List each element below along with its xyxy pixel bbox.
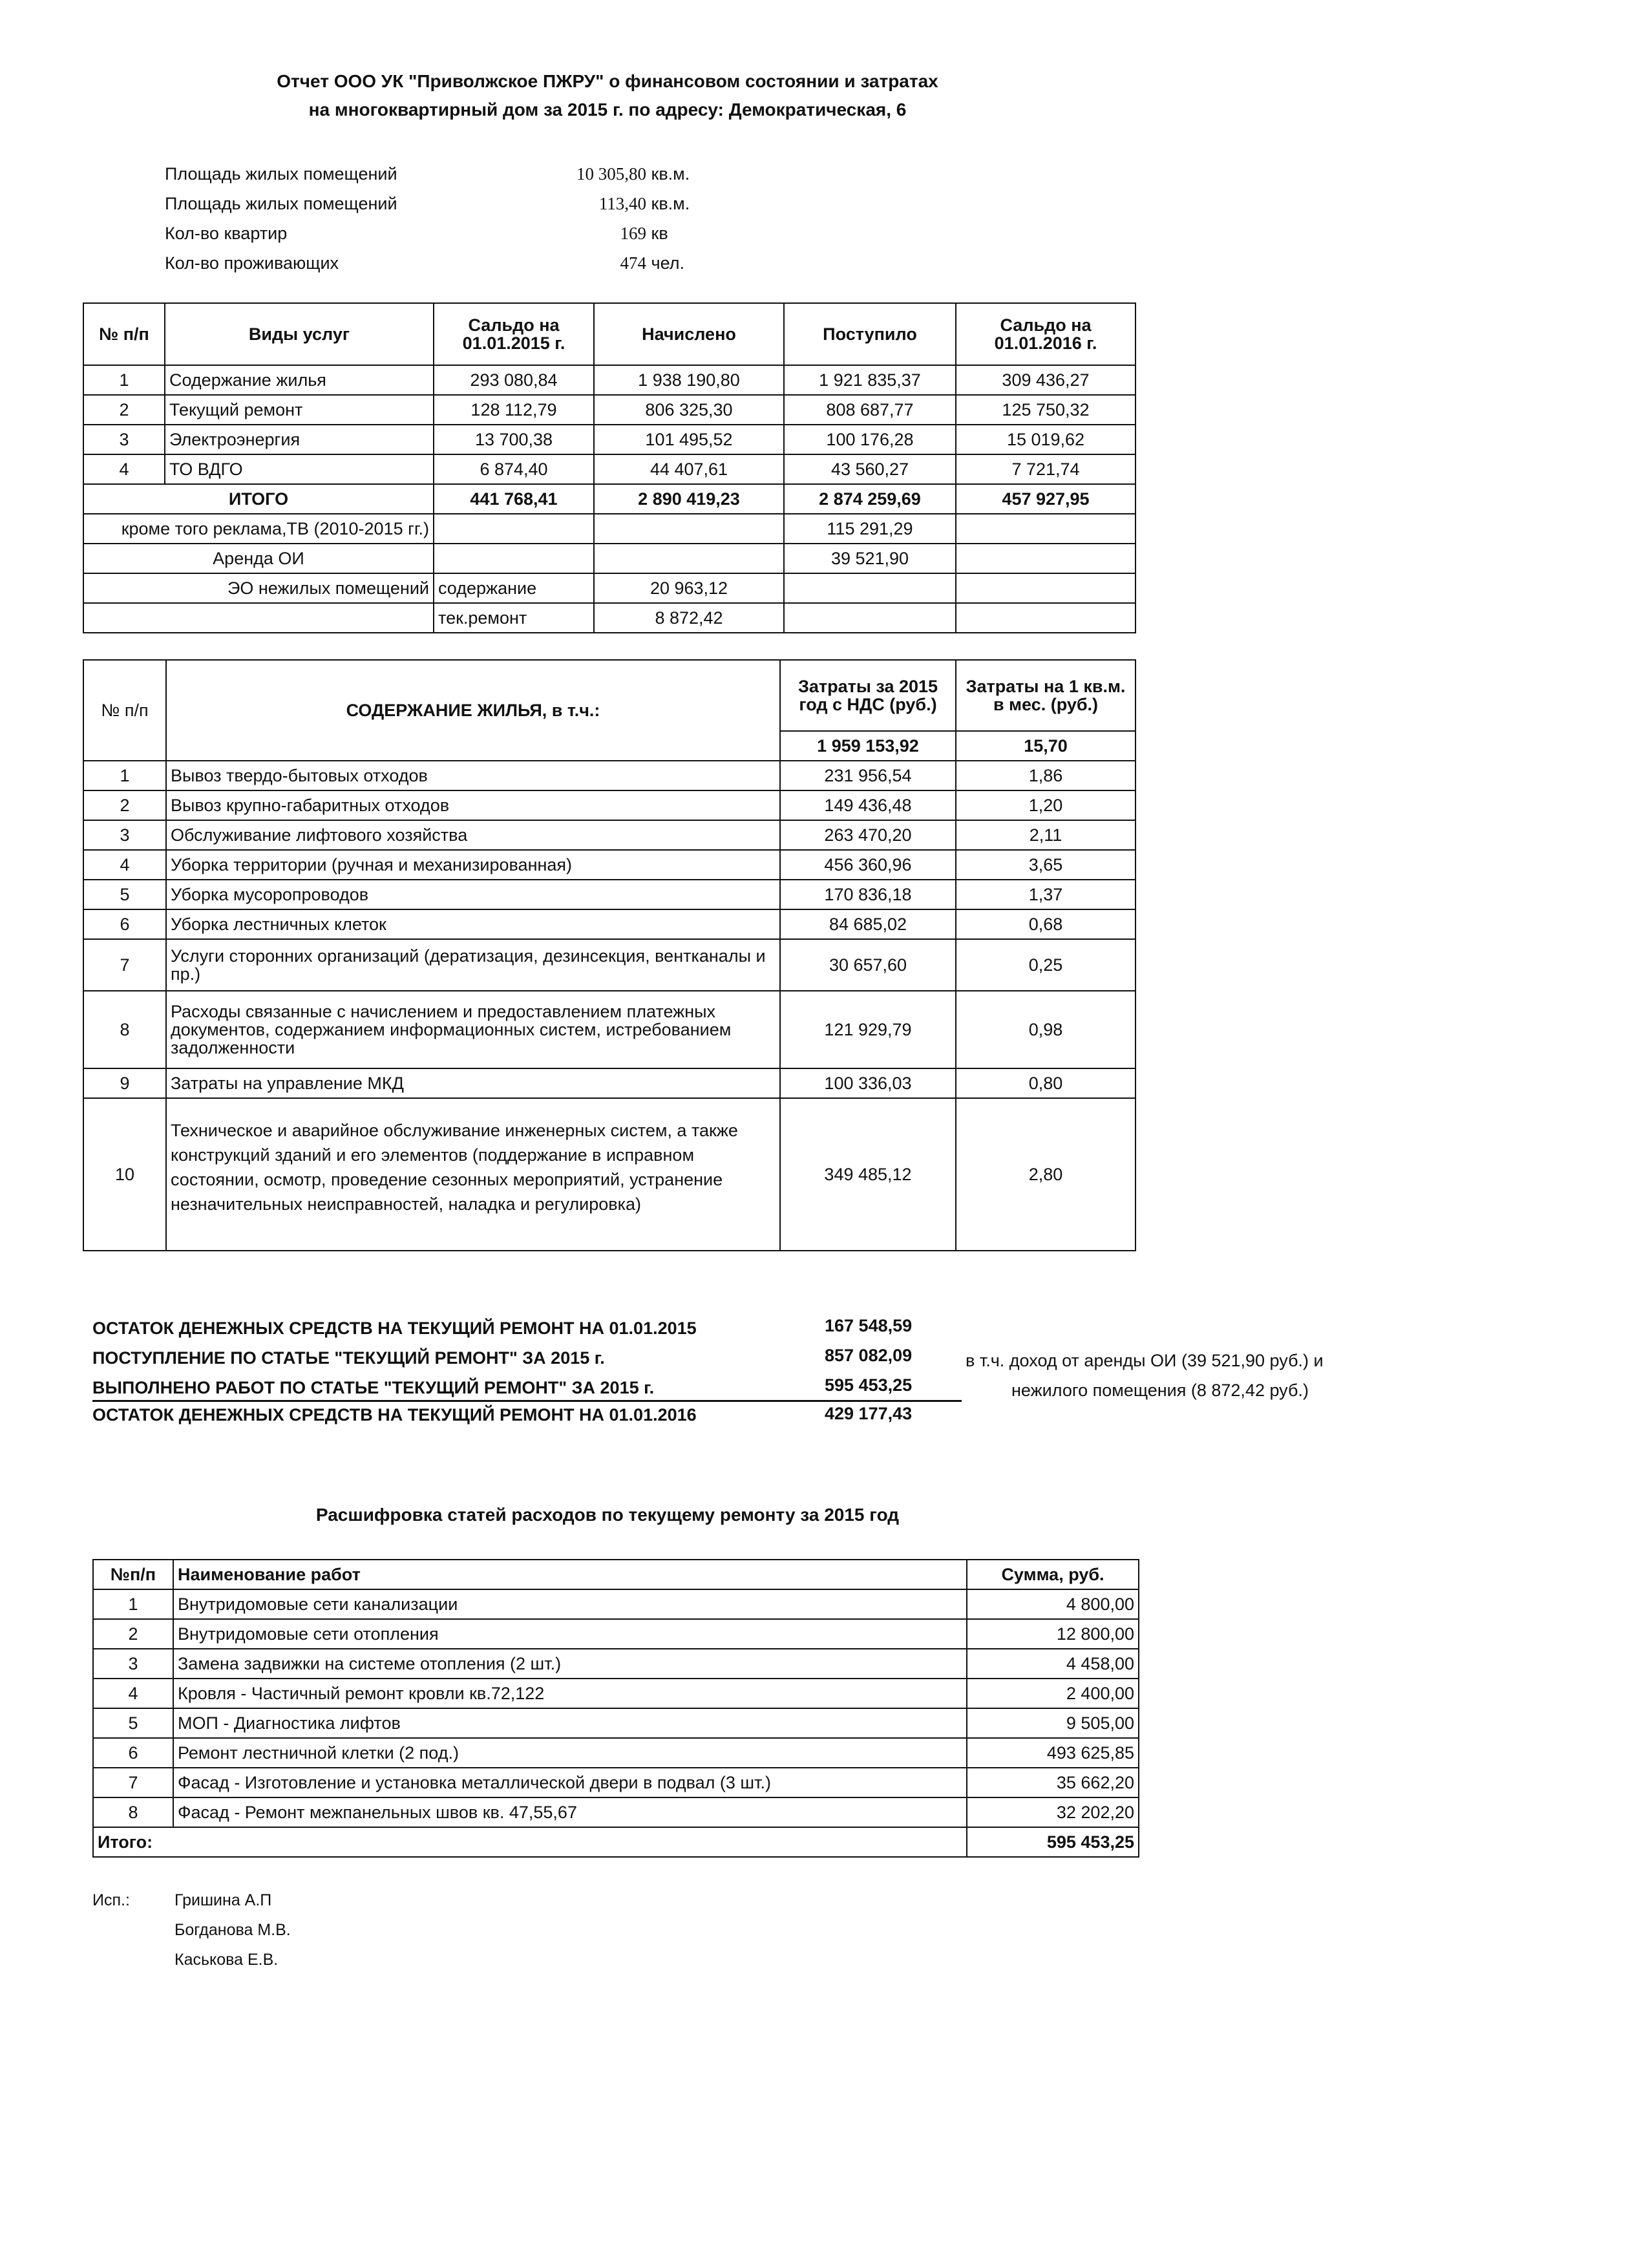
- row-name: Фасад - Изготовление и установка металлической двери в подвал (3 шт.): [173, 1768, 967, 1797]
- row-per-m2: 0,68: [956, 909, 1136, 939]
- empty-cell: [434, 544, 594, 573]
- row-num: 8: [93, 1797, 173, 1827]
- row-num: 6: [83, 909, 166, 939]
- col-header-num: № п/п: [83, 660, 166, 761]
- extra-label: кроме того реклама,ТВ (2010-2015 гг.): [83, 514, 434, 544]
- extra-label: ЭО нежилых помещений: [83, 573, 434, 603]
- row-cost: 121 929,79: [780, 991, 956, 1068]
- row-per-m2: 2,80: [956, 1098, 1136, 1251]
- extra-row-nonresidential-maintenance: [83, 573, 1136, 603]
- row-cost: 231 956,54: [780, 761, 956, 790]
- row-sum: 4 800,00: [967, 1589, 1139, 1619]
- row-service: ТО ВДГО: [165, 454, 434, 484]
- col-header-num: №п/п: [93, 1560, 173, 1589]
- row-saldo-end: 309 436,27: [956, 365, 1136, 395]
- row-saldo-start: 6 874,40: [434, 454, 594, 484]
- empty-cell: [594, 544, 784, 573]
- extra-received: 39 521,90: [784, 544, 956, 573]
- row-cost: 456 360,96: [780, 850, 956, 880]
- row-saldo-start: 128 112,79: [434, 395, 594, 425]
- row-sum: 32 202,20: [967, 1797, 1139, 1827]
- extra-sub-label: содержание: [434, 573, 594, 603]
- info-value: 10 305,80: [576, 164, 646, 184]
- table-row: [83, 1068, 1136, 1098]
- extra-charged: 20 963,12: [594, 573, 784, 603]
- table-row: [83, 880, 1136, 909]
- total-cost: 1 959 153,92: [780, 731, 956, 761]
- info-label: Кол-во проживающих: [165, 253, 339, 273]
- total-row: [93, 1827, 1139, 1857]
- summary-value: 429 177,43: [825, 1404, 913, 1423]
- table-row: [83, 425, 1136, 454]
- col-header-name: Наименование работ: [173, 1560, 967, 1589]
- row-sum: 35 662,20: [967, 1768, 1139, 1797]
- empty-cell: [784, 573, 956, 603]
- summary-label: ОСТАТОК ДЕНЕЖНЫХ СРЕДСТВ НА ТЕКУЩИЙ РЕМОНТ НА 01.01.2016: [92, 1405, 697, 1425]
- col-header-cost: Затраты за 2015 год с НДС (руб.): [780, 660, 956, 731]
- col-header-sum: Сумма, руб.: [967, 1560, 1139, 1589]
- row-saldo-end: 7 721,74: [956, 454, 1136, 484]
- col-header-per-m2: Затраты на 1 кв.м. в мес. (руб.): [956, 660, 1136, 731]
- row-num: 3: [83, 425, 165, 454]
- row-name: Уборка мусоропроводов: [166, 880, 780, 909]
- row-service: Текущий ремонт: [165, 395, 434, 425]
- row-cost: 100 336,03: [780, 1068, 956, 1098]
- info-label: Кол-во квартир: [165, 224, 288, 243]
- empty-cell: [956, 573, 1136, 603]
- total-label: Итого:: [93, 1827, 967, 1857]
- report-title-line1: Отчет ООО УК "Приволжское ПЖРУ" о финансовом состоянии и затратах: [277, 71, 938, 91]
- row-num: 5: [83, 880, 166, 909]
- row-sum: 2 400,00: [967, 1679, 1139, 1708]
- row-name: Фасад - Ремонт межпанельных швов кв. 47,55,67: [173, 1797, 967, 1827]
- table-row: [83, 820, 1136, 850]
- row-per-m2: 1,37: [956, 880, 1136, 909]
- row-name: Уборка лестничных клеток: [166, 909, 780, 939]
- row-cost: 149 436,48: [780, 790, 956, 820]
- table-row: [93, 1797, 1139, 1827]
- row-cost: 170 836,18: [780, 880, 956, 909]
- report-title-line2: на многоквартирный дом за 2015 г. по адресу: Демократическая, 6: [308, 100, 907, 120]
- repair-breakdown-table: [92, 1559, 1139, 1858]
- row-num: 6: [93, 1738, 173, 1768]
- table-row: [83, 991, 1136, 1068]
- info-label: Площадь жилых помещений: [165, 194, 397, 213]
- repair-breakdown-title: Расшифровка статей расходов по текущему ремонту за 2015 год: [315, 1505, 900, 1525]
- row-name: Внутридомовые сети канализации: [173, 1589, 967, 1619]
- row-sum: 12 800,00: [967, 1619, 1139, 1649]
- info-unit: чел.: [651, 253, 684, 273]
- empty-cell: [434, 514, 594, 544]
- table-row: [93, 1589, 1139, 1619]
- empty-cell: [956, 603, 1136, 633]
- info-unit: кв.м.: [651, 194, 690, 213]
- row-received: 100 176,28: [784, 425, 956, 454]
- signatures-label: Исп.:: [92, 1891, 130, 1909]
- signature-name: Каськова Е.В.: [174, 1951, 279, 1969]
- info-label: Площадь жилых помещений: [165, 164, 397, 184]
- row-name: Обслуживание лифтового хозяйства: [166, 820, 780, 850]
- empty-cell: [956, 514, 1136, 544]
- extra-received: 115 291,29: [784, 514, 956, 544]
- signature-name: Гришина А.П: [174, 1891, 272, 1909]
- info-unit: кв.м.: [651, 164, 690, 184]
- row-name: Кровля - Частичный ремонт кровли кв.72,122: [173, 1679, 967, 1708]
- row-name: Замена задвижки на системе отопления (2 шт.): [173, 1649, 967, 1679]
- row-num: 7: [83, 939, 166, 991]
- row-per-m2: 2,11: [956, 820, 1136, 850]
- total-sum: 595 453,25: [967, 1827, 1139, 1857]
- table-row: [83, 365, 1136, 395]
- row-received: 1 921 835,37: [784, 365, 956, 395]
- table-header-row: [83, 660, 1136, 731]
- row-num: 2: [83, 395, 165, 425]
- row-sum: 9 505,00: [967, 1708, 1139, 1738]
- row-received: 808 687,77: [784, 395, 956, 425]
- table-row: [83, 790, 1136, 820]
- empty-cell: [956, 544, 1136, 573]
- row-charged: 44 407,61: [594, 454, 784, 484]
- total-received: 2 874 259,69: [784, 484, 956, 514]
- table-row: [83, 850, 1136, 880]
- summary-value: 595 453,25: [825, 1375, 913, 1395]
- row-cost: 84 685,02: [780, 909, 956, 939]
- info-value: 474: [620, 253, 646, 273]
- table-row: [83, 395, 1136, 425]
- col-header-received: Поступило: [784, 303, 956, 365]
- row-name: Вывоз твердо-бытовых отходов: [166, 761, 780, 790]
- row-name: Услуги сторонних организаций (дератизация, дезинсекция, вентканалы и пр.): [166, 939, 780, 991]
- row-per-m2: 0,80: [956, 1068, 1136, 1098]
- table-row: [93, 1649, 1139, 1679]
- table-row: [83, 454, 1136, 484]
- row-name: Расходы связанные с начислением и предоставлением платежных документов, содержанием информационных систем, истребованием задолженности: [166, 991, 780, 1068]
- table-row: [93, 1738, 1139, 1768]
- total-row: [83, 484, 1136, 514]
- info-value: 169: [620, 224, 646, 243]
- row-sum: 493 625,85: [967, 1738, 1139, 1768]
- table-header-row: [83, 303, 1136, 365]
- row-saldo-end: 15 019,62: [956, 425, 1136, 454]
- col-header-saldo-end: Сальдо на 01.01.2016 г.: [956, 303, 1136, 365]
- row-per-m2: 0,25: [956, 939, 1136, 991]
- row-name: Уборка территории (ручная и механизированная): [166, 850, 780, 880]
- row-sum: 4 458,00: [967, 1649, 1139, 1679]
- col-header-name: СОДЕРЖАНИЕ ЖИЛЬЯ, в т.ч.:: [166, 660, 780, 761]
- row-service: Электроэнергия: [165, 425, 434, 454]
- row-num: 4: [83, 454, 165, 484]
- row-num: 9: [83, 1068, 166, 1098]
- empty-cell: [83, 603, 434, 633]
- table-row: [83, 761, 1136, 790]
- col-header-saldo-start: Сальдо на 01.01.2015 г.: [434, 303, 594, 365]
- row-num: 4: [93, 1679, 173, 1708]
- row-num: 4: [83, 850, 166, 880]
- row-num: 10: [83, 1098, 166, 1251]
- row-service: Содержание жилья: [165, 365, 434, 395]
- row-per-m2: 0,98: [956, 991, 1136, 1068]
- empty-cell: [784, 603, 956, 633]
- table-row: [83, 1098, 1136, 1251]
- report-title: [0, 67, 1215, 124]
- row-saldo-end: 125 750,32: [956, 395, 1136, 425]
- row-num: 1: [83, 761, 166, 790]
- summary-label: ОСТАТОК ДЕНЕЖНЫХ СРЕДСТВ НА ТЕКУЩИЙ РЕМОНТ НА 01.01.2015: [92, 1319, 697, 1338]
- table-row: [93, 1679, 1139, 1708]
- extra-sub-label: тек.ремонт: [434, 603, 594, 633]
- row-num: 2: [83, 790, 166, 820]
- row-name: МОП - Диагностика лифтов: [173, 1708, 967, 1738]
- row-num: 3: [93, 1649, 173, 1679]
- total-saldo-end: 457 927,95: [956, 484, 1136, 514]
- empty-cell: [594, 514, 784, 544]
- row-per-m2: 1,20: [956, 790, 1136, 820]
- extra-charged: 8 872,42: [594, 603, 784, 633]
- row-name: Внутридомовые сети отопления: [173, 1619, 967, 1649]
- row-num: 3: [83, 820, 166, 850]
- row-num: 7: [93, 1768, 173, 1797]
- total-per-m2: 15,70: [956, 731, 1136, 761]
- total-saldo-start: 441 768,41: [434, 484, 594, 514]
- summary-label: ПОСТУПЛЕНИЕ ПО СТАТЬЕ "ТЕКУЩИЙ РЕМОНТ" ЗА 2015 г.: [92, 1348, 605, 1368]
- summary-note-line2: нежилого помещения (8 872,42 руб.): [1011, 1381, 1309, 1400]
- total-charged: 2 890 419,23: [594, 484, 784, 514]
- extra-row-advertising: [83, 514, 1136, 544]
- table-row: [93, 1619, 1139, 1649]
- table-row: [83, 939, 1136, 991]
- row-num: 8: [83, 991, 166, 1068]
- table-row: [93, 1708, 1139, 1738]
- row-per-m2: 1,86: [956, 761, 1136, 790]
- row-num: 2: [93, 1619, 173, 1649]
- row-cost: 30 657,60: [780, 939, 956, 991]
- row-charged: 806 325,30: [594, 395, 784, 425]
- row-cost: 349 485,12: [780, 1098, 956, 1251]
- summary-label: ВЫПОЛНЕНО РАБОТ ПО СТАТЬЕ "ТЕКУЩИЙ РЕМОНТ" ЗА 2015 г.: [92, 1378, 655, 1397]
- row-name: Затраты на управление МКД: [166, 1068, 780, 1098]
- row-name: Техническое и аварийное обслуживание инженерных систем, а также конструкций зданий и его элементов (поддержание в исправном состоянии, осмотр, проведение сезонных мероприятий, устранение незначительных неисправностей, наладка и регулировка): [166, 1098, 780, 1251]
- col-header-num: № п/п: [83, 303, 165, 365]
- signature-name: Богданова М.В.: [174, 1921, 291, 1939]
- row-saldo-start: 13 700,38: [434, 425, 594, 454]
- summary-value: 167 548,59: [825, 1316, 913, 1335]
- row-name: Вывоз крупно-габаритных отходов: [166, 790, 780, 820]
- row-num: 1: [93, 1589, 173, 1619]
- total-label: ИТОГО: [83, 484, 434, 514]
- extra-row-rent: [83, 544, 1136, 573]
- row-saldo-start: 293 080,84: [434, 365, 594, 395]
- row-received: 43 560,27: [784, 454, 956, 484]
- info-value: 113,40: [598, 194, 646, 213]
- col-header-service: Виды услуг: [165, 303, 434, 365]
- row-charged: 1 938 190,80: [594, 365, 784, 395]
- services-balance-table: [83, 302, 1136, 633]
- info-unit: кв: [651, 224, 668, 243]
- table-header-row: [93, 1560, 1139, 1589]
- col-header-charged: Начислено: [594, 303, 784, 365]
- extra-row-nonresidential-repair: [83, 603, 1136, 633]
- row-num: 5: [93, 1708, 173, 1738]
- summary-note-line1: в т.ч. доход от аренды ОИ (39 521,90 руб.) и: [966, 1351, 1324, 1370]
- maintenance-costs-table: [83, 659, 1136, 1251]
- summary-divider: [92, 1400, 962, 1402]
- row-per-m2: 3,65: [956, 850, 1136, 880]
- extra-label: Аренда ОИ: [83, 544, 434, 573]
- row-charged: 101 495,52: [594, 425, 784, 454]
- row-name: Ремонт лестничной клетки (2 под.): [173, 1738, 967, 1768]
- row-num: 1: [83, 365, 165, 395]
- table-row: [93, 1768, 1139, 1797]
- table-row: [83, 909, 1136, 939]
- row-cost: 263 470,20: [780, 820, 956, 850]
- summary-value: 857 082,09: [825, 1346, 913, 1365]
